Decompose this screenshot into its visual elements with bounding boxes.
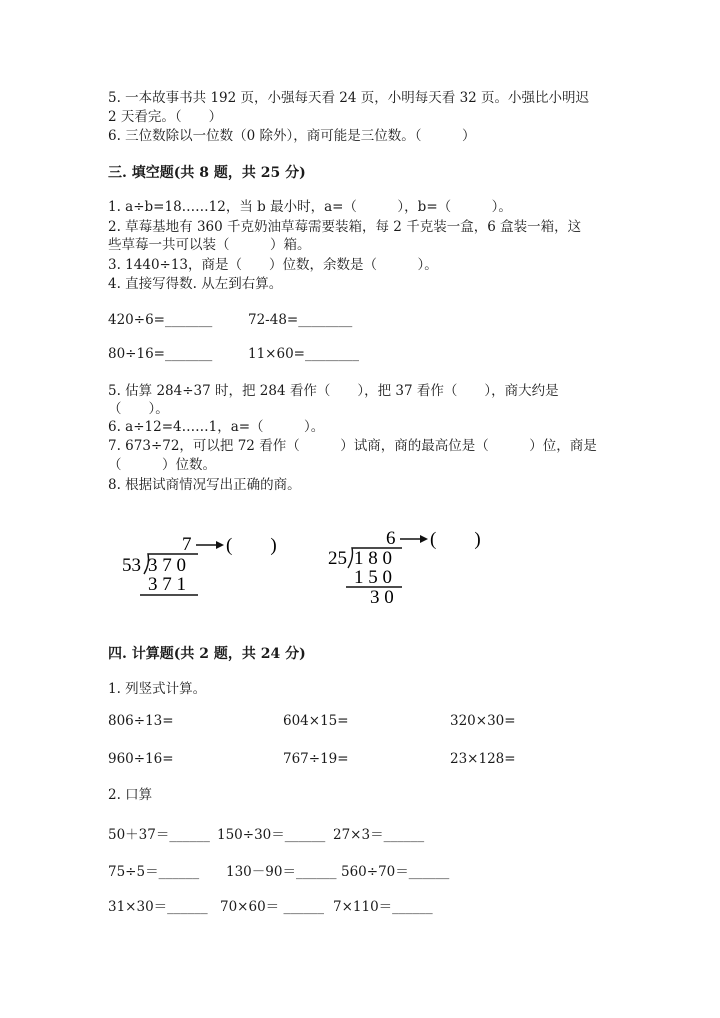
fill-q5-line1: 5. 估算 284÷37 时，把 284 看作（ ），把 37 看作（ ），商大约是 xyxy=(108,383,559,399)
calc-q2-item: 130－90＝______ xyxy=(226,864,337,880)
judge-q5-line2: 2 天看完。（ ） xyxy=(108,109,223,125)
calc-q1-item: 23×128= xyxy=(450,751,516,767)
calc-q1-item: 767÷19= xyxy=(283,751,349,767)
judge-q6: 6. 三位数除以一位数（0 除外），商可能是三位数。（ ） xyxy=(108,128,476,144)
calc-q2-item: 7×110＝______ xyxy=(333,899,433,915)
calc-section-title: 四. 计算题(共 2 题，共 24 分) xyxy=(108,646,306,662)
fill-q4: 4. 直接写得数. 从左到右算。 xyxy=(108,276,283,292)
div1-dividend: 3 7 0 xyxy=(148,555,186,576)
fill-q4-item: 80÷16=_______ xyxy=(108,346,213,362)
calc-q1-item: 320×30= xyxy=(450,713,516,729)
calc-q2-item: 27×3＝______ xyxy=(333,827,425,843)
calc-q1-item: 604×15= xyxy=(283,713,349,729)
long-division-2 xyxy=(326,524,516,608)
fill-q7-line1: 7. 673÷72，可以把 72 看作（ ）试商，商的最高位是（ ）位，商是 xyxy=(108,438,597,454)
calc-q2-item: 560÷70＝______ xyxy=(341,864,450,880)
fill-q3: 3. 1440÷13，商是（ ）位数，余数是（ ）。 xyxy=(108,257,438,273)
fill-q2-line1: 2. 草莓基地有 360 千克奶油草莓需要装箱，每 2 千克装一盒，6 盒装一箱，这 xyxy=(108,219,582,235)
calc-q1-item: 960÷16= xyxy=(108,751,174,767)
fill-q4-item: 72-48=________ xyxy=(248,312,353,328)
calc-q1: 1. 列竖式计算。 xyxy=(108,681,207,697)
div1-divisor: 53 xyxy=(122,555,141,576)
calc-q2-item: 150÷30＝______ xyxy=(217,827,326,843)
fill-q2-line2: 些草莓一共可以装（ ）箱。 xyxy=(108,237,311,253)
div2-remainder: 3 0 xyxy=(370,587,394,608)
arrow-right-icon xyxy=(400,535,428,543)
div2-quotient: 6 xyxy=(386,528,396,549)
fill-section-title: 三. 填空题(共 8 题，共 25 分) xyxy=(108,165,306,181)
div2-divisor: 25 xyxy=(328,548,347,569)
fill-q4-item: 11×60=________ xyxy=(248,346,359,362)
judge-q5-line1: 5. 一本故事书共 192 页，小强每天看 24 页，小明每天看 32 页。小强比小明迟 xyxy=(108,90,590,106)
fill-q4-item: 420÷6=_______ xyxy=(108,312,213,328)
fill-q1: 1. a÷b=18……12，当 b 最小时，a=（ ），b=（ ）。 xyxy=(108,199,512,215)
div2-answer-paren: ( ) xyxy=(430,529,481,550)
fill-q7-line2: （ ）位数。 xyxy=(108,457,216,473)
calc-q1-item: 806÷13= xyxy=(108,713,174,729)
fill-q8: 8. 根据试商情况写出正确的商。 xyxy=(108,477,301,493)
div2-dividend: 1 8 0 xyxy=(354,548,392,569)
div2-product: 1 5 0 xyxy=(354,567,392,588)
div1-quotient: 7 xyxy=(182,534,192,555)
calc-q2-item: 75÷5＝______ xyxy=(108,864,200,880)
calc-q2-item: 70×60＝ ______ xyxy=(220,899,324,915)
fill-q6: 6. a÷12=4……1，a=（ ）。 xyxy=(108,419,325,435)
div1-answer-paren: ( ) xyxy=(226,535,277,556)
long-division-1 xyxy=(118,528,298,608)
arrow-right-icon xyxy=(196,541,224,549)
fill-q5-line2: （ ）。 xyxy=(108,401,169,417)
calc-q2: 2. 口算 xyxy=(108,787,153,803)
calc-q2-item: 31×30＝______ xyxy=(108,899,208,915)
calc-q2-item: 50＋37＝______ xyxy=(108,827,210,843)
div1-product: 3 7 1 xyxy=(148,574,186,595)
